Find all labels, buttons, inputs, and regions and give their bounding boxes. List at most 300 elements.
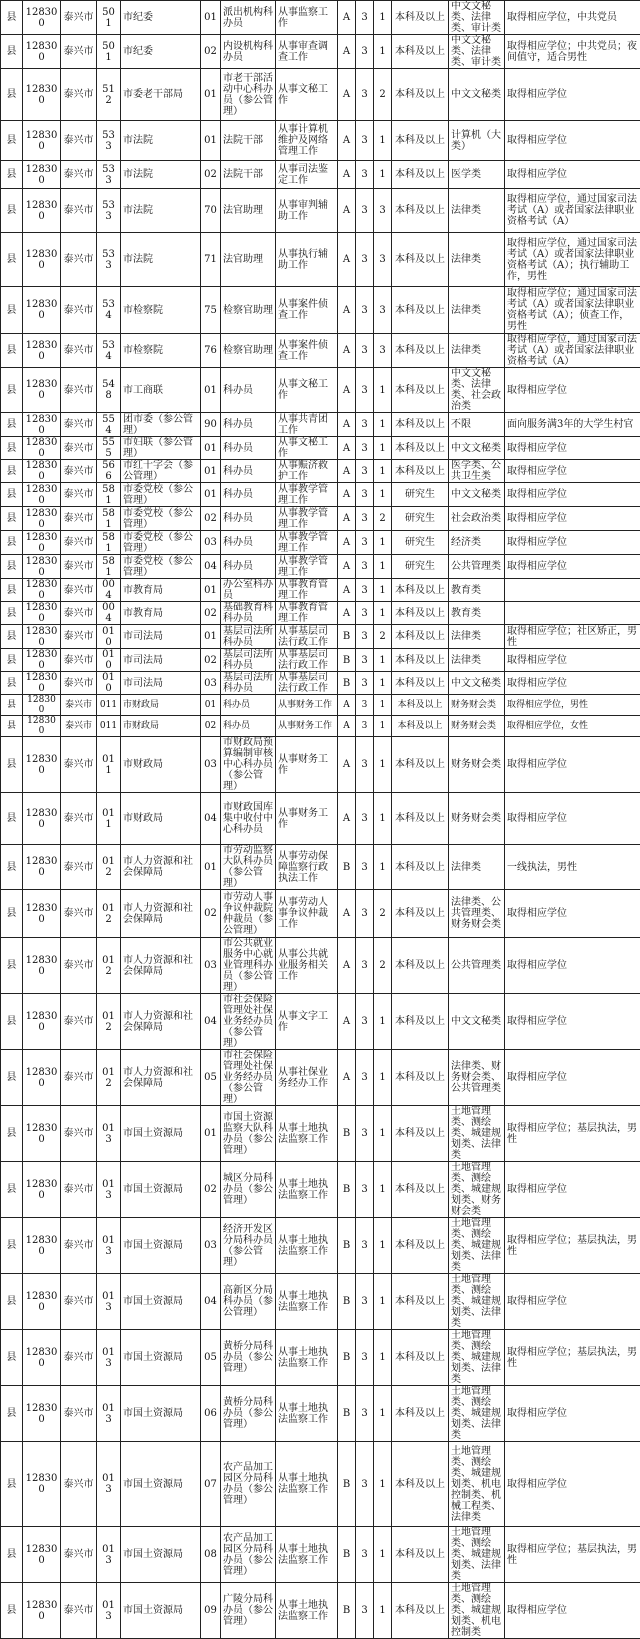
cell-ratio: 3 <box>356 649 374 672</box>
cell-other-requirements: 取得相应学位 <box>505 1386 640 1442</box>
cell-headcount: 1 <box>374 1162 392 1218</box>
cell-unit-code: 128300 <box>23 1162 61 1218</box>
cell-major: 中文文秘类 <box>449 437 505 460</box>
cell-education: 本科及以上 <box>392 602 449 625</box>
cell-job-duty: 从事劳动保障监察行政执法工作 <box>276 845 338 890</box>
cell-job-duty: 从事土地执法监察工作 <box>276 1386 338 1442</box>
table-row <box>1 579 640 602</box>
cell-exam-type: A <box>338 287 356 334</box>
cell-education: 研究生 <box>392 555 449 579</box>
cell-headcount: 1 <box>374 1583 392 1639</box>
cell-dept-code: 548 <box>97 368 121 413</box>
cell-exam-type: B <box>338 1386 356 1442</box>
cell-position-name: 黄桥分局科办员（参公管理） <box>221 1330 276 1386</box>
cell-level: 县 <box>1 287 23 334</box>
cell-position-code: 04 <box>201 1274 221 1330</box>
cell-city: 泰兴市 <box>61 531 97 555</box>
cell-level: 县 <box>1 1330 23 1386</box>
cell-unit-code: 128300 <box>23 334 61 368</box>
cell-position-code: 01 <box>201 460 221 483</box>
cell-education: 本科及以上 <box>392 625 449 649</box>
cell-level: 县 <box>1 1527 23 1583</box>
cell-dept-code: 004 <box>97 602 121 625</box>
cell-position-code: 02 <box>201 1162 221 1218</box>
cell-other-requirements: 取得相应学位 <box>505 737 640 793</box>
cell-other-requirements: 取得相应学位 <box>505 1274 640 1330</box>
cell-ratio: 3 <box>356 994 374 1050</box>
cell-other-requirements: 取得相应学位 <box>505 1162 640 1218</box>
cell-ratio: 3 <box>356 716 374 737</box>
cell-other-requirements: 取得相应学位 <box>505 1050 640 1106</box>
table-row <box>1 1583 640 1639</box>
cell-exam-type: A <box>338 35 356 69</box>
cell-dept-code: 581 <box>97 555 121 579</box>
cell-unit-code: 128300 <box>23 994 61 1050</box>
cell-major: 法律类 <box>449 287 505 334</box>
cell-position-code: 01 <box>201 483 221 507</box>
cell-dept-code: 010 <box>97 625 121 649</box>
table-row <box>1 531 640 555</box>
cell-exam-type: A <box>338 507 356 531</box>
cell-job-duty: 从事教育管理工作 <box>276 602 338 625</box>
cell-position-name: 科办员 <box>221 437 276 460</box>
cell-department: 市国土资源局 <box>121 1583 201 1639</box>
cell-headcount: 1 <box>374 531 392 555</box>
cell-major: 土地管理类、测绘类、城建规划类、法律类 <box>449 1274 505 1330</box>
cell-position-name: 内设机构科办员 <box>221 35 276 69</box>
cell-city: 泰兴市 <box>61 189 97 233</box>
cell-position-name: 市国土资源监察大队科办员（参公管理） <box>221 1106 276 1162</box>
cell-city: 泰兴市 <box>61 1106 97 1162</box>
cell-major: 中文文秘类 <box>449 483 505 507</box>
cell-position-name: 科办员 <box>221 460 276 483</box>
table-row <box>1 121 640 161</box>
cell-position-code: 71 <box>201 233 221 287</box>
table-row <box>1 368 640 413</box>
cell-position-name: 市老干部活动中心科办员（参公管理） <box>221 69 276 121</box>
cell-city: 泰兴市 <box>61 1330 97 1386</box>
table-row <box>1 189 640 233</box>
cell-position-code: 02 <box>201 716 221 737</box>
cell-unit-code: 128300 <box>23 1218 61 1274</box>
cell-ratio: 3 <box>356 507 374 531</box>
cell-headcount: 1 <box>374 555 392 579</box>
cell-position-name: 基层司法所科办员 <box>221 625 276 649</box>
cell-headcount: 1 <box>374 845 392 890</box>
cell-education: 本科及以上 <box>392 890 449 938</box>
table-row <box>1 649 640 672</box>
cell-headcount: 2 <box>374 507 392 531</box>
cell-ratio: 3 <box>356 1527 374 1583</box>
cell-ratio: 3 <box>356 602 374 625</box>
cell-unit-code: 128300 <box>23 695 61 716</box>
cell-education: 本科及以上 <box>392 1330 449 1386</box>
cell-job-duty: 从事土地执法监察工作 <box>276 1442 338 1527</box>
cell-other-requirements: 取得相应学位 <box>505 1442 640 1527</box>
cell-dept-code: 566 <box>97 460 121 483</box>
table-row <box>1 1 640 35</box>
cell-city: 泰兴市 <box>61 1527 97 1583</box>
cell-exam-type: A <box>338 334 356 368</box>
cell-job-duty: 从事教学管理工作 <box>276 555 338 579</box>
cell-department: 市国土资源局 <box>121 1330 201 1386</box>
cell-position-name: 科办员 <box>221 368 276 413</box>
cell-position-name: 市财政国库集中收付中心科办员 <box>221 793 276 845</box>
cell-city: 泰兴市 <box>61 602 97 625</box>
cell-job-duty: 从事土地执法监察工作 <box>276 1274 338 1330</box>
cell-headcount: 1 <box>374 413 392 437</box>
cell-city: 泰兴市 <box>61 890 97 938</box>
cell-position-name: 市财政局预算编制审核中心科办员（参公管理） <box>221 737 276 793</box>
cell-ratio: 3 <box>356 672 374 695</box>
cell-ratio: 3 <box>356 695 374 716</box>
cell-major: 法律类 <box>449 625 505 649</box>
cell-ratio: 3 <box>356 1442 374 1527</box>
cell-city: 泰兴市 <box>61 695 97 716</box>
cell-level: 县 <box>1 483 23 507</box>
cell-job-duty: 从事土地执法监察工作 <box>276 1330 338 1386</box>
cell-headcount: 1 <box>374 121 392 161</box>
cell-other-requirements: 取得相应学位，通过国家司法考试（A）或者国家法律职业资格考试（A）；执行辅助工作，男性 <box>505 233 640 287</box>
cell-dept-code: 533 <box>97 189 121 233</box>
cell-job-duty: 从事教学管理工作 <box>276 507 338 531</box>
cell-level: 县 <box>1 602 23 625</box>
cell-position-code: 02 <box>201 602 221 625</box>
cell-education: 本科及以上 <box>392 460 449 483</box>
cell-exam-type: B <box>338 1583 356 1639</box>
cell-dept-code: 011 <box>97 695 121 716</box>
cell-other-requirements: 取得相应学位，中共党员 <box>505 1 640 35</box>
cell-exam-type: A <box>338 437 356 460</box>
cell-headcount: 2 <box>374 69 392 121</box>
table-row <box>1 483 640 507</box>
cell-other-requirements: 取得相应学位；通过国家司法考试（A）或者国家法律职业资格考试（A）；侦查工作，男性 <box>505 287 640 334</box>
cell-unit-code: 128300 <box>23 1527 61 1583</box>
cell-ratio: 3 <box>356 737 374 793</box>
cell-department: 市法院 <box>121 121 201 161</box>
cell-job-duty: 从事教学管理工作 <box>276 483 338 507</box>
cell-position-code: 90 <box>201 413 221 437</box>
cell-unit-code: 128300 <box>23 531 61 555</box>
cell-headcount: 1 <box>374 1106 392 1162</box>
cell-department: 市国土资源局 <box>121 1527 201 1583</box>
cell-other-requirements: 取得相应学位 <box>505 437 640 460</box>
cell-exam-type: A <box>338 368 356 413</box>
cell-city: 泰兴市 <box>61 994 97 1050</box>
cell-unit-code: 128300 <box>23 1 61 35</box>
cell-exam-type: A <box>338 189 356 233</box>
cell-education: 本科及以上 <box>392 189 449 233</box>
cell-major: 土地管理类、测绘类、城建规划类、机电控制类 <box>449 1583 505 1639</box>
cell-city: 泰兴市 <box>61 334 97 368</box>
cell-department: 市工商联 <box>121 368 201 413</box>
cell-level: 县 <box>1 1 23 35</box>
cell-level: 县 <box>1 845 23 890</box>
cell-headcount: 2 <box>374 625 392 649</box>
cell-headcount: 1 <box>374 460 392 483</box>
cell-ratio: 3 <box>356 1386 374 1442</box>
cell-dept-code: 012 <box>97 890 121 938</box>
cell-unit-code: 128300 <box>23 555 61 579</box>
cell-headcount: 1 <box>374 649 392 672</box>
cell-exam-type: A <box>338 69 356 121</box>
cell-unit-code: 128300 <box>23 413 61 437</box>
cell-exam-type: B <box>338 1442 356 1527</box>
cell-education: 本科及以上 <box>392 695 449 716</box>
cell-education: 本科及以上 <box>392 437 449 460</box>
table-row <box>1 334 640 368</box>
cell-other-requirements: 取得相应学位，男性 <box>505 695 640 716</box>
cell-unit-code: 128300 <box>23 233 61 287</box>
cell-unit-code: 128300 <box>23 938 61 994</box>
table-row <box>1 1527 640 1583</box>
cell-position-code: 01 <box>201 368 221 413</box>
cell-department: 市纪委 <box>121 1 201 35</box>
cell-other-requirements: 取得相应学位 <box>505 531 640 555</box>
cell-other-requirements: 取得相应学位 <box>505 649 640 672</box>
cell-position-name: 市社会保险管理处社保业务经办员（参公管理） <box>221 994 276 1050</box>
cell-position-name: 检察官助理 <box>221 334 276 368</box>
cell-major: 土地管理类、测绘类、城建规划类、法律类 <box>449 1106 505 1162</box>
table-row <box>1 507 640 531</box>
cell-major: 医学类、公共卫生类 <box>449 460 505 483</box>
cell-exam-type: A <box>338 121 356 161</box>
cell-exam-type: A <box>338 938 356 994</box>
cell-job-duty: 从事文秘工作 <box>276 69 338 121</box>
cell-exam-type: A <box>338 413 356 437</box>
cell-education: 本科及以上 <box>392 334 449 368</box>
cell-ratio: 3 <box>356 121 374 161</box>
cell-city: 泰兴市 <box>61 1583 97 1639</box>
cell-exam-type: B <box>338 672 356 695</box>
cell-ratio: 3 <box>356 1218 374 1274</box>
cell-city: 泰兴市 <box>61 507 97 531</box>
cell-unit-code: 128300 <box>23 121 61 161</box>
cell-other-requirements: 取得相应学位；基层执法，男性 <box>505 1330 640 1386</box>
cell-ratio: 3 <box>356 334 374 368</box>
cell-department: 市财政局 <box>121 695 201 716</box>
cell-unit-code: 128300 <box>23 649 61 672</box>
cell-major: 教育类 <box>449 602 505 625</box>
cell-dept-code: 012 <box>97 994 121 1050</box>
cell-city: 泰兴市 <box>61 35 97 69</box>
cell-other-requirements: 取得相应学位 <box>505 69 640 121</box>
cell-unit-code: 128300 <box>23 483 61 507</box>
cell-dept-code: 013 <box>97 1106 121 1162</box>
cell-dept-code: 012 <box>97 938 121 994</box>
cell-other-requirements: 取得相应学位 <box>505 793 640 845</box>
cell-position-name: 市劳动人事争议仲裁院仲裁员（参公管理） <box>221 890 276 938</box>
cell-department: 市国土资源局 <box>121 1162 201 1218</box>
table-row <box>1 460 640 483</box>
cell-dept-code: 013 <box>97 1442 121 1527</box>
cell-unit-code: 128300 <box>23 672 61 695</box>
cell-education: 本科及以上 <box>392 672 449 695</box>
cell-position-code: 01 <box>201 1106 221 1162</box>
cell-education: 本科及以上 <box>392 413 449 437</box>
cell-ratio: 3 <box>356 1050 374 1106</box>
cell-unit-code: 128300 <box>23 579 61 602</box>
cell-dept-code: 013 <box>97 1274 121 1330</box>
cell-exam-type: B <box>338 1106 356 1162</box>
cell-position-name: 科办员 <box>221 716 276 737</box>
cell-exam-type: A <box>338 460 356 483</box>
cell-unit-code: 128300 <box>23 35 61 69</box>
cell-city: 泰兴市 <box>61 121 97 161</box>
cell-other-requirements: 取得相应学位 <box>505 555 640 579</box>
cell-education: 本科及以上 <box>392 1218 449 1274</box>
cell-position-name: 法官助理 <box>221 189 276 233</box>
cell-level: 县 <box>1 1218 23 1274</box>
cell-major: 中文文秘类、法律类、审计类 <box>449 35 505 69</box>
cell-ratio: 3 <box>356 1583 374 1639</box>
cell-major: 中文文秘类、法律类、社会政治类 <box>449 368 505 413</box>
cell-other-requirements: 取得相应学位；社区矫正，男性 <box>505 625 640 649</box>
cell-education: 本科及以上 <box>392 1386 449 1442</box>
cell-job-duty: 从事赈济救护工作 <box>276 460 338 483</box>
cell-major: 中文文秘类 <box>449 672 505 695</box>
cell-department: 市人力资源和社会保障局 <box>121 938 201 994</box>
cell-other-requirements <box>505 579 640 602</box>
cell-ratio: 3 <box>356 890 374 938</box>
cell-other-requirements: 取得相应学位，通过国家司法考试（A）或者国家法律职业资格考试（A） <box>505 189 640 233</box>
cell-position-code: 02 <box>201 507 221 531</box>
cell-position-name: 市劳动监察大队科办员（参公管理） <box>221 845 276 890</box>
cell-city: 泰兴市 <box>61 483 97 507</box>
cell-unit-code: 128300 <box>23 507 61 531</box>
cell-major: 财务财会类 <box>449 695 505 716</box>
cell-headcount: 1 <box>374 1218 392 1274</box>
cell-dept-code: 010 <box>97 672 121 695</box>
cell-major: 经济类 <box>449 531 505 555</box>
cell-position-name: 广陵分局科办员（参公管理） <box>221 1583 276 1639</box>
cell-dept-code: 581 <box>97 531 121 555</box>
cell-unit-code: 128300 <box>23 1583 61 1639</box>
cell-education: 本科及以上 <box>392 793 449 845</box>
cell-other-requirements: 取得相应学位 <box>505 121 640 161</box>
cell-department: 市国土资源局 <box>121 1386 201 1442</box>
cell-level: 县 <box>1 531 23 555</box>
cell-level: 县 <box>1 716 23 737</box>
table-row <box>1 890 640 938</box>
cell-headcount: 1 <box>374 737 392 793</box>
cell-ratio: 3 <box>356 625 374 649</box>
cell-level: 县 <box>1 737 23 793</box>
cell-level: 县 <box>1 233 23 287</box>
cell-headcount: 1 <box>374 579 392 602</box>
cell-other-requirements <box>505 602 640 625</box>
cell-department: 市财政局 <box>121 716 201 737</box>
cell-job-duty: 从事财务工作 <box>276 793 338 845</box>
cell-job-duty: 从事土地执法监察工作 <box>276 1106 338 1162</box>
cell-other-requirements: 取得相应学位 <box>505 938 640 994</box>
cell-headcount: 2 <box>374 890 392 938</box>
cell-department: 市委党校（参公管理） <box>121 507 201 531</box>
cell-position-code: 02 <box>201 890 221 938</box>
cell-major: 法律类、公共管理类、财务财会类 <box>449 890 505 938</box>
cell-ratio: 3 <box>356 189 374 233</box>
cell-unit-code: 128300 <box>23 368 61 413</box>
cell-job-duty: 从事文字工作 <box>276 994 338 1050</box>
cell-education: 本科及以上 <box>392 1583 449 1639</box>
cell-department: 市教育局 <box>121 602 201 625</box>
cell-ratio: 3 <box>356 287 374 334</box>
cell-dept-code: 013 <box>97 1386 121 1442</box>
table-row <box>1 35 640 69</box>
cell-position-code: 01 <box>201 437 221 460</box>
cell-position-code: 04 <box>201 555 221 579</box>
cell-department: 市国土资源局 <box>121 1218 201 1274</box>
cell-position-name: 基层司法所科办员 <box>221 672 276 695</box>
cell-position-name: 基层司法所科办员 <box>221 649 276 672</box>
cell-major: 医学类 <box>449 161 505 189</box>
cell-exam-type: A <box>338 483 356 507</box>
cell-level: 县 <box>1 121 23 161</box>
cell-education: 本科及以上 <box>392 1274 449 1330</box>
cell-job-duty: 从事监察工作 <box>276 1 338 35</box>
cell-major: 财务财会类 <box>449 716 505 737</box>
cell-city: 泰兴市 <box>61 1218 97 1274</box>
cell-major: 中文文秘类 <box>449 994 505 1050</box>
cell-unit-code: 128300 <box>23 845 61 890</box>
cell-level: 县 <box>1 994 23 1050</box>
cell-job-duty: 从事财务工作 <box>276 716 338 737</box>
cell-position-code: 06 <box>201 1386 221 1442</box>
cell-ratio: 3 <box>356 437 374 460</box>
cell-position-code: 05 <box>201 1050 221 1106</box>
cell-ratio: 3 <box>356 793 374 845</box>
cell-unit-code: 128300 <box>23 602 61 625</box>
cell-headcount: 3 <box>374 233 392 287</box>
cell-education: 本科及以上 <box>392 1106 449 1162</box>
table-row <box>1 672 640 695</box>
cell-position-code: 03 <box>201 531 221 555</box>
cell-position-code: 70 <box>201 189 221 233</box>
cell-department: 市财政局 <box>121 737 201 793</box>
cell-dept-code: 534 <box>97 287 121 334</box>
table-row <box>1 1442 640 1527</box>
cell-major: 法律类 <box>449 334 505 368</box>
cell-other-requirements: 取得相应学位 <box>505 994 640 1050</box>
cell-major: 法律类 <box>449 189 505 233</box>
cell-education: 本科及以上 <box>392 1162 449 1218</box>
cell-unit-code: 128300 <box>23 716 61 737</box>
cell-department: 市人力资源和社会保障局 <box>121 890 201 938</box>
cell-major: 教育类 <box>449 579 505 602</box>
cell-major: 公共管理类 <box>449 938 505 994</box>
cell-department: 市法院 <box>121 233 201 287</box>
cell-job-duty: 从事审判辅助工作 <box>276 189 338 233</box>
cell-dept-code: 013 <box>97 1162 121 1218</box>
cell-headcount: 1 <box>374 602 392 625</box>
cell-job-duty: 从事文秘工作 <box>276 368 338 413</box>
cell-job-duty: 从事土地执法监察工作 <box>276 1218 338 1274</box>
cell-department: 市国土资源局 <box>121 1442 201 1527</box>
cell-headcount: 1 <box>374 35 392 69</box>
cell-dept-code: 011 <box>97 737 121 793</box>
cell-ratio: 3 <box>356 460 374 483</box>
cell-position-code: 07 <box>201 1442 221 1527</box>
cell-education: 本科及以上 <box>392 716 449 737</box>
cell-ratio: 3 <box>356 555 374 579</box>
cell-major: 土地管理类、测绘类、城建规划类、法律类 <box>449 1330 505 1386</box>
cell-exam-type: A <box>338 1 356 35</box>
table-row <box>1 413 640 437</box>
cell-city: 泰兴市 <box>61 649 97 672</box>
cell-exam-type: B <box>338 625 356 649</box>
cell-job-duty: 从事审查调查工作 <box>276 35 338 69</box>
cell-ratio: 3 <box>356 69 374 121</box>
